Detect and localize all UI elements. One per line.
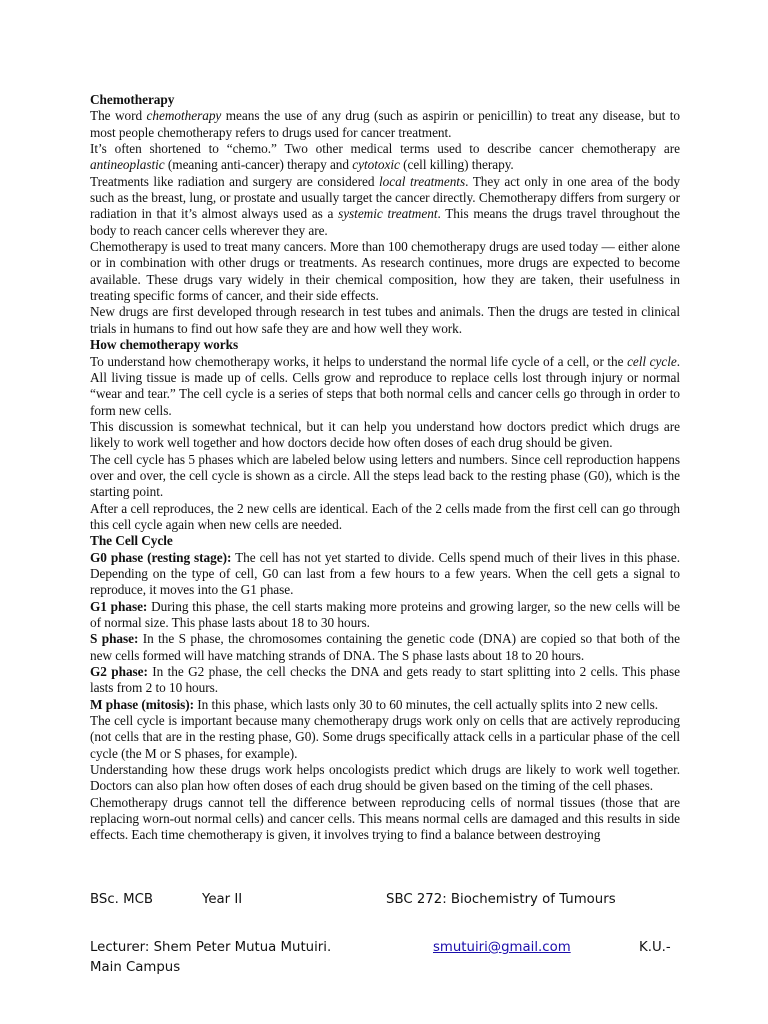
text-run: In this phase, which lasts only 30 to 60 minutes, the cell actually splits into 2 new cells. — [194, 696, 658, 712]
text-run: In the S phase, the chromosomes containing the genetic code (DNA) are copied so that both of the new cells formed will have matching strands of DNA. The S phase lasts about 18 to 20 hours. — [90, 631, 680, 663]
text-run: To understand how chemotherapy works, it helps to understand the normal life cycle of a cell, or the — [90, 353, 628, 369]
phase-label: G0 phase (resting stage): — [90, 549, 232, 565]
text-run: . This means the drugs travel throughout the body to reach cancer cells wherever they are. — [90, 206, 680, 238]
text-run: Understanding how these drugs work helps oncologists predict which drugs are likely to work well together. Doctors can also plan how often doses of each drug should be given based on the timing of the cell phases. — [90, 762, 680, 794]
text-run: . They act only in one area of the body such as the breast, lung, or prostate and usually target the cancer directly. Chemotherapy differs from surgery or radiation in that it’s almost always used as a — [90, 173, 680, 222]
footer-email-link[interactable]: smutuiri@gmail.com — [433, 940, 571, 955]
text-run: During this phase, the cell starts making more proteins and growing larger, so the new cells will be of normal size. This phase lasts about 18 to 30 hours. — [90, 598, 680, 630]
text-run: The cell has not yet started to divide. Cells spend much of their lives in this phase. Depending on the type of cell, G0 can last from a few hours to a few years. When the cell gets a signal to reproduce, it moves into the G1 phase. — [90, 549, 681, 598]
phase-label: M phase (mitosis): — [90, 696, 194, 712]
section-heading-how: How chemotherapy works — [90, 337, 239, 353]
phase-list — [90, 550, 680, 713]
emphasis-text: local treatments — [379, 173, 466, 189]
footer-program: BSc. MCB — [90, 892, 153, 907]
page-title: Chemotherapy — [90, 92, 175, 107]
text-run: The cell cycle is important because many chemotherapy drugs work only on cells that are actively reproducing (not cells that are in the resting phase, G0). Some drugs specifically attack cells in a particular phase of the cell cycle (the M or S phases, for example). — [90, 713, 680, 761]
intro-section — [90, 108, 680, 337]
text-run: In the G2 phase, the cell checks the DNA and gets ready to start splitting into 2 cells. This phase lasts from 2 to 10 hours. — [90, 664, 680, 696]
paragraph — [90, 501, 680, 534]
paragraph — [90, 795, 680, 844]
paragraph — [90, 304, 680, 337]
emphasis-text: chemotherapy — [146, 108, 222, 124]
text-run: Chemotherapy is used to treat many cancers. More than 100 chemotherapy drugs are used today — either alone or in combination with other drugs or treatments. As research continues, more drugs are expected to become available. These drugs vary widely in their chemical composition, how they are taken, their usefulness in treating specific forms of cancer, and their side effects. — [90, 239, 680, 304]
phase-label: S phase: — [90, 631, 139, 647]
text-run: This discussion is somewhat technical, but it can help you understand how doctors predict which drugs are likely to work well together and how doctors decide how often doses of each drug should be given. — [90, 418, 680, 451]
document-body — [90, 92, 680, 844]
paragraph — [90, 419, 680, 452]
paragraph — [90, 664, 680, 697]
text-run: Treatments like radiation and surgery are considered — [90, 173, 380, 189]
footer-year: Year II — [202, 892, 243, 907]
emphasis-text: cytotoxic — [352, 157, 400, 173]
text-run: It’s often shortened to “chemo.” Two other medical terms used to describe cancer chemotherapy are — [90, 141, 680, 157]
emphasis-text: antineoplastic — [90, 157, 165, 173]
page-footer — [90, 892, 680, 980]
footer-campus: Main Campus — [90, 960, 181, 975]
emphasis-text: cell cycle — [627, 353, 677, 369]
paragraph — [90, 141, 680, 174]
paragraph — [90, 631, 680, 664]
text-run: The cell cycle has 5 phases which are labeled below using letters and numbers. Since cell reproduction happens over and over, the cell cycle is shown as a circle. All the steps lead back to the resting phase (G0), which is the starting point. — [90, 451, 680, 500]
section-heading-cycle: The Cell Cycle — [90, 533, 173, 549]
text-run: The word — [90, 108, 147, 124]
paragraph — [90, 762, 680, 795]
phase-label: G1 phase: — [90, 598, 148, 614]
phase-label: G2 phase: — [90, 664, 148, 680]
paragraph — [90, 108, 680, 141]
text-run: . All living tissue is made up of cells. Cells grow and reproduce to replace cells lost through injury or normal “wear and tear.” The cell cycle is a series of steps that both normal cells and cancer cells go through in order to form new cells. — [90, 353, 680, 418]
text-run: Chemotherapy drugs cannot tell the difference between reproducing cells of normal tissues (those that are replacing worn-out normal cells) and cancer cells. This means normal cells are damaged and this results in side effects. Each time chemotherapy is given, it involves trying to find a balance between destroying — [90, 794, 680, 843]
paragraph — [90, 354, 680, 419]
how-section — [90, 354, 680, 534]
text-run: (cell killing) therapy. — [399, 157, 514, 173]
text-run: (meaning anti-cancer) therapy and — [164, 157, 353, 173]
paragraph — [90, 550, 680, 599]
footer-lecturer: Lecturer: Shem Peter Mutua Mutuiri. — [90, 940, 332, 955]
paragraph — [90, 452, 680, 501]
paragraph — [90, 599, 680, 632]
paragraph — [90, 713, 680, 762]
text-run: New drugs are first developed through research in test tubes and animals. Then the drugs are tested in clinical trials in humans to find out how safe they are and how well they work. — [90, 304, 680, 336]
paragraph — [90, 239, 680, 304]
text-run: means the use of any drug (such as aspirin or penicillin) to treat any disease, but to most people chemotherapy refers to drugs used for cancer treatment. — [90, 108, 680, 140]
paragraph — [90, 697, 680, 713]
text-run: After a cell reproduces, the 2 new cells are identical. Each of the 2 cells made from the first cell can go through this cell cycle again when new cells are needed. — [90, 500, 680, 532]
footer-course: SBC 272: Biochemistry of Tumours — [386, 892, 616, 907]
paragraph — [90, 174, 680, 239]
footer-institution: K.U.- — [639, 940, 671, 955]
emphasis-text: systemic treatment — [338, 206, 438, 222]
cycle-section — [90, 713, 680, 844]
